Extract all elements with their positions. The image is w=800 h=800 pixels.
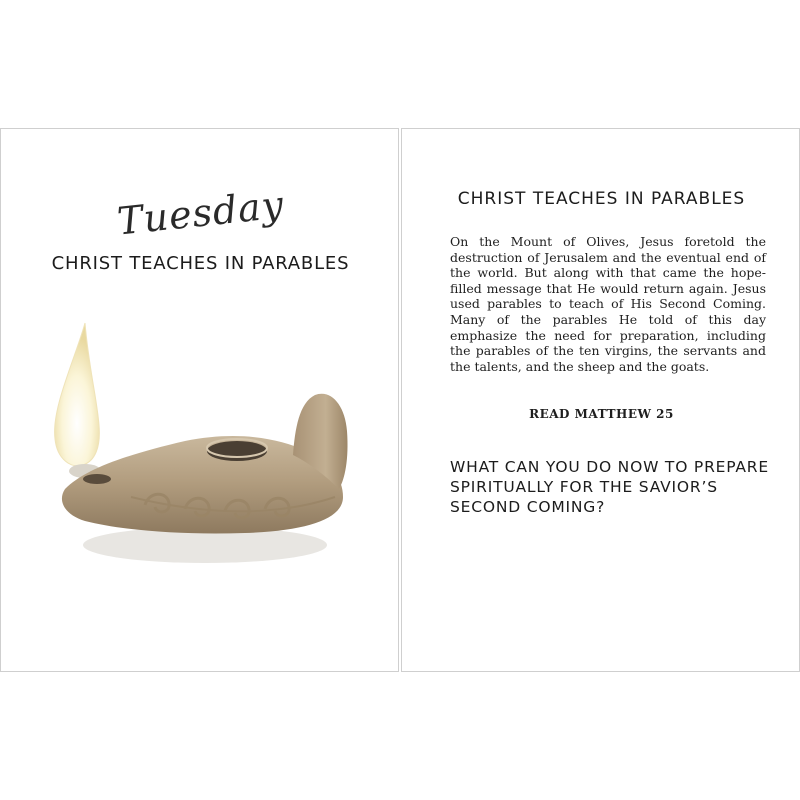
right-card-title: CHRIST TEACHES IN PARABLES (457, 189, 746, 209)
scripture-reference: READ MATTHEW 25 (529, 407, 674, 421)
left-card (0, 128, 399, 672)
left-card-title: CHRIST TEACHES IN PARABLES (51, 253, 350, 274)
day-label: Tuesday (115, 182, 286, 244)
reflection-question: WHAT CAN YOU DO NOW TO PREPARE SPIRITUALLY FOR THE SAVIOR’S SECOND COMING? (450, 458, 769, 516)
flame (55, 323, 100, 466)
oil-lamp-icon (45, 319, 355, 579)
right-card (401, 128, 800, 672)
day-script-heading (1, 182, 400, 244)
parable-description: On the Mount of Olives, Jesus foretold the destruction of Jerusalem and the eventual end of the world. But along with that came the hope-filled message that He would return again. Jesus used parables to teach of His Second Coming. Many of the parables He told of this day emphasize the need for preparation, including the parables of the ten virgins, the servants and the talents, and the sheep and the goats. (450, 234, 766, 374)
